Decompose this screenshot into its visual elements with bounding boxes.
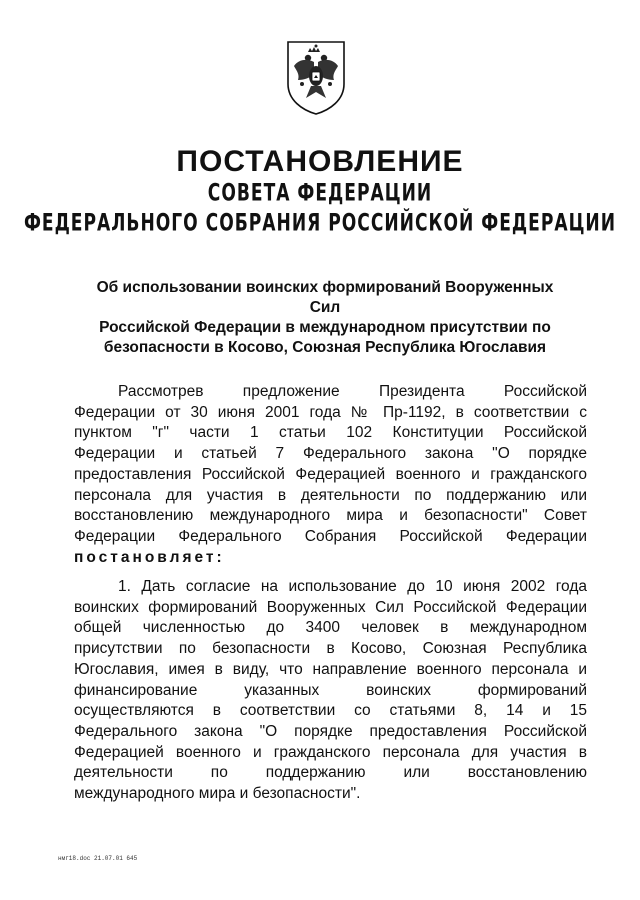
paragraph-line: международного мира и безопасности". [74,785,361,803]
paragraph-line: Федерального закона "О порядке предоставления Российской [74,722,587,740]
paragraph-line: Югославия, имея в виду, что направление военного персонала и [74,660,587,678]
subject-line: Об использовании воинских формирований Вооруженных Сил [96,279,554,316]
preamble-paragraph [74,382,587,568]
item-1-paragraph [74,577,587,805]
document-subject [85,278,565,358]
paragraph-line: осуществляются в соответствии со статьями 8, 14 и 15 [74,702,587,720]
paragraph-line: пунктом "г" части 1 статьи 102 Конституции Российской [74,424,587,442]
paragraph-line: финансирование указанных воинских формирований [74,681,587,699]
paragraph-line: общей численностью до 3400 человек в международном [74,619,587,637]
paragraph-line: восстановлению международного мира и безопасности" Совет [74,507,587,525]
paragraph-line: Федерации от 30 июня 2001 года № Пр-1192, в соответствии с [74,403,587,421]
paragraph-line: Федерации Федерального Собрания Российской Федерации [74,527,587,545]
paragraph-line: Рассмотрев предложение Президента Российской [118,383,587,400]
issuing-body-line-2: ФЕДЕРАЛЬНОГО СОБРАНИЯ РОССИЙСКОЙ ФЕДЕРАЦИИ [23,209,617,237]
paragraph-line: деятельности по поддержанию или восстановлению [74,764,587,782]
file-reference-footer: нмг18.doc 21.07.01 645 [58,855,138,862]
russian-coat-of-arms-icon [284,40,348,116]
paragraph-line: 1. Дать согласие на использование до 10 июня 2002 года [118,578,587,595]
paragraph-line: персонала для участия в деятельности по поддержанию или [74,486,587,504]
resolves-word: постановляет: [74,548,225,566]
paragraph-line: Федерации и статьей 7 Федерального закона "О порядке [74,445,587,463]
document-title: ПОСТАНОВЛЕНИЕ [176,145,464,178]
issuing-body-line-1: СОВЕТА ФЕДЕРАЦИИ [207,179,433,207]
subject-line: безопасности в Косово, Союзная Республика Югославия [103,339,547,356]
paragraph-line: воинских формирований Вооруженных Сил Российской Федерации [74,598,587,616]
subject-line: Российской Федерации в международном присутствии по [99,319,551,336]
paragraph-line: предоставления Российской Федерацией военного и гражданского [74,465,587,483]
paragraph-line: Федерацией военного и гражданского персонала для участия в [74,743,587,761]
paragraph-line: присутствии по безопасности в Косово, Союзная Республика [74,640,587,658]
